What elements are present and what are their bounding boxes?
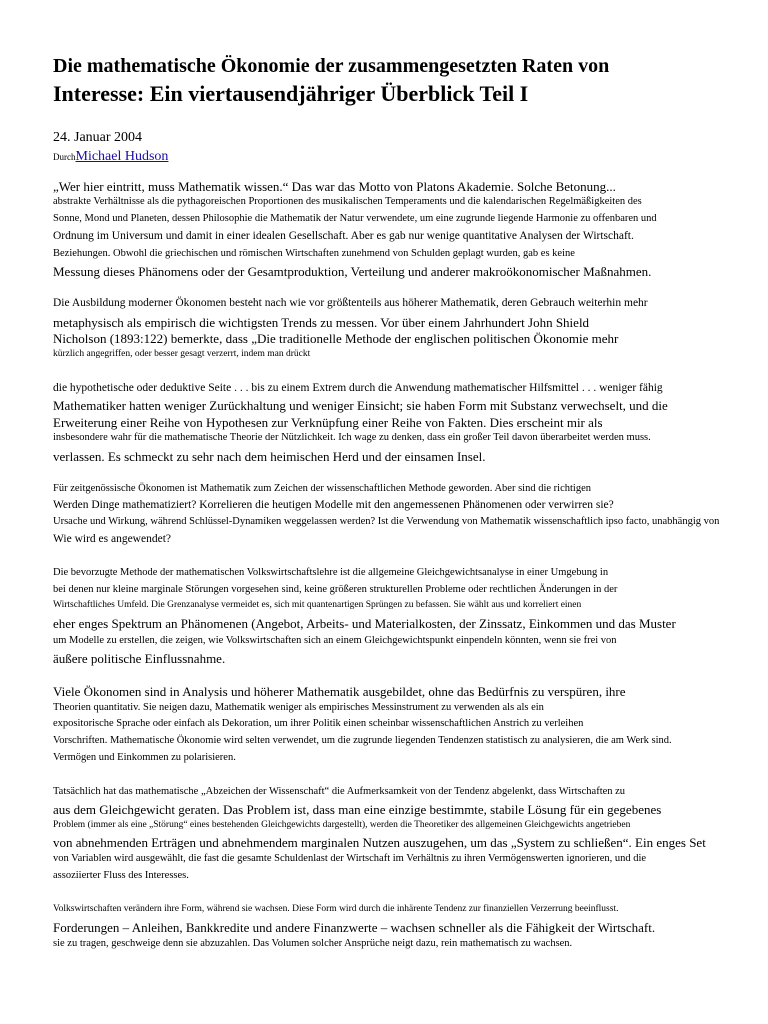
text-line: Die bevorzugte Methode der mathematischen Volkswirtschaftslehre ist die allgemeine Gleichgewichtsanalyse in einer Umgebung in	[53, 567, 609, 578]
text-line: von Variablen wird ausgewählt, die fast die gesamte Schuldenlast der Wirtschaft im Verhältnis zu ihren Vermögenswerten ignorieren, und die	[53, 853, 647, 864]
text-line: um Modelle zu erstellen, die zeigen, wie Volkswirtschaften sich an einem Gleichgewichtspunkt einpendeln könnten, wenn sie frei von	[53, 635, 617, 646]
title-line-2: Interesse: Ein viertausendjähriger Überblick Teil I	[53, 81, 529, 106]
text-line: Ursache und Wirkung, während Schlüssel-Dynamiken weggelassen werden? Ist die Verwendung von Mathematik wissenschaftlich ipso facto, unabhängig von	[53, 516, 720, 527]
text-line: sie zu tragen, geschweige denn sie abzuzahlen. Das Volumen solcher Ansprüche neigt dazu, rein mathematisch zu wachsen.	[53, 938, 573, 949]
text-line: insbesondere wahr für die mathematische Theorie der Nützlichkeit. Ich wage zu denken, dass ein großer Teil davon überarbeitet werden muss.	[53, 432, 651, 443]
publication-date: 24. Januar 2004	[53, 130, 143, 145]
text-line: Theorien quantitativ. Sie neigen dazu, Mathematik weniger als empirisches Messinstrument zu verwenden als als ein	[53, 702, 544, 713]
text-line: Problem (immer als eine „Störung“ eines bestehenden Gleichgewichts dargestellt), werden die Theoretiker des allgemeinen Gleichgewichts angetrieben	[53, 820, 631, 830]
text-line: expositorische Sprache oder einfach als Dekoration, um ihrer Politik einen scheinbar wissenschaftlichen Anstrich zu verleihen	[53, 718, 584, 729]
text-line: Tatsächlich hat das mathematische „Abzeichen der Wissenschaft“ die Aufmerksamkeit von der Tendenz abgelenkt, dass Wirtschaften zu	[53, 786, 626, 797]
text-line: äußere politische Einflussnahme.	[53, 651, 226, 666]
text-line: kürzlich angegriffen, oder besser gesagt verzerrt, indem man drückt	[53, 349, 311, 359]
text-line: bei denen nur kleine marginale Störungen vorgesehen sind, keine größeren strukturellen Probleme oder rechtlichen Änderungen in der	[53, 584, 618, 595]
text-line: Forderungen – Anleihen, Bankkredite und andere Finanzwerte – wachsen schneller als die Fähigkeit der Wirtschaft.	[53, 920, 656, 935]
text-line: Wirtschaftliches Umfeld. Die Grenzanalyse vermeidet es, sich mit quantenartigen Sprüngen zu befassen. Sie wählt aus und korreliert einen	[53, 600, 582, 610]
text-line: Nicholson (1893:122) bemerkte, dass „Die traditionelle Methode der englischen politischen Ökonomie mehr	[53, 331, 619, 346]
text-line: Viele Ökonomen sind in Analysis und höherer Mathematik ausgebildet, ohne das Bedürfnis zu verspüren, ihre	[53, 684, 626, 699]
text-line: verlassen. Es schmeckt zu sehr nach dem heimischen Herd und der einsamen Insel.	[53, 449, 486, 464]
text-line: Vorschriften. Mathematische Ökonomie wird selten verwendet, um die zugrunde liegenden Tendenzen statistisch zu analysieren, die am Werk sind.	[53, 735, 672, 746]
author-link[interactable]: Michael Hudson	[75, 149, 169, 164]
text-line: Volkswirtschaften verändern ihre Form, während sie wachsen. Diese Form wird durch die inhärente Tendenz zur finanziellen Verzerrung beeinflusst.	[53, 904, 619, 914]
text-line: abstrakte Verhältnisse als die pythagoreischen Proportionen des musikalischen Temperaments und die kalendarischen Regelmäßigkeiten des	[53, 196, 642, 207]
text-line: Wie wird es angewendet?	[53, 533, 171, 545]
text-line: eher enges Spektrum an Phänomenen (Angebot, Arbeits- und Materialkosten, der Zinssatz, Einkommen und das Muster	[53, 616, 676, 631]
text-line: von abnehmenden Erträgen und abnehmendem marginalen Nutzen auszugehen, um das „System zu schließen“. Ein enges Set	[53, 835, 706, 850]
text-line: Beziehungen. Obwohl die griechischen und römischen Wirtschaften zunehmend von Schulden geplagt wurden, gab es keine	[53, 248, 575, 259]
article-title	[53, 52, 609, 109]
text-line: „Wer hier eintritt, muss Mathematik wissen.“ Das war das Motto von Platons Akademie. Solche Betonung...	[53, 179, 616, 194]
byline	[53, 147, 168, 165]
text-line: Vermögen und Einkommen zu polarisieren.	[53, 752, 236, 763]
text-line: Erweiterung einer Reihe von Hypothesen zur Verknüpfung einer Reihe von Fakten. Dies erscheint mir als	[53, 415, 603, 430]
byline-prefix: Durch	[53, 152, 76, 162]
text-line: metaphysisch als empirisch die wichtigsten Trends zu messen. Vor über einem Jahrhundert John Shield	[53, 315, 590, 330]
text-line: Die Ausbildung moderner Ökonomen besteht nach wie vor größtenteils aus höherer Mathematik, deren Gebrauch weiterhin mehr	[53, 297, 648, 309]
text-line: Ordnung im Universum und damit in einer idealen Gesellschaft. Aber es gab nur wenige quantitative Analysen der Wirtschaft.	[53, 230, 634, 242]
text-line: Werden Dinge mathematiziert? Korrelieren die heutigen Modelle mit den angemessenen Phänomenen oder verwirren sie?	[53, 499, 614, 511]
text-line: aus dem Gleichgewicht geraten. Das Problem ist, dass man eine einzige bestimmte, stabile Lösung für ein gegebenes	[53, 802, 662, 817]
text-line: Sonne, Mond und Planeten, dessen Philosophie die Mathematik der Natur verwendete, um eine zugrunde liegende Harmonie zu offenbaren und	[53, 213, 657, 224]
text-line: Messung dieses Phänomens oder der Gesamtproduktion, Verteilung und anderer makroökonomischer Maßnahmen.	[53, 264, 652, 279]
text-line: Für zeitgenössische Ökonomen ist Mathematik zum Zeichen der wissenschaftlichen Methode geworden. Aber sind die richtigen	[53, 483, 591, 494]
text-line: Mathematiker hatten weniger Zurückhaltung und weniger Einsicht; sie haben Form mit Substanz verwechselt, und die	[53, 398, 668, 413]
text-line: die hypothetische oder deduktive Seite . . . bis zu einem Extrem durch die Anwendung mathematischer Hilfsmittel . . . weniger fähig	[53, 382, 663, 394]
title-line-1: Die mathematische Ökonomie der zusammengesetzten Raten von	[53, 55, 610, 77]
text-line: assoziierter Fluss des Interesses.	[53, 870, 189, 881]
